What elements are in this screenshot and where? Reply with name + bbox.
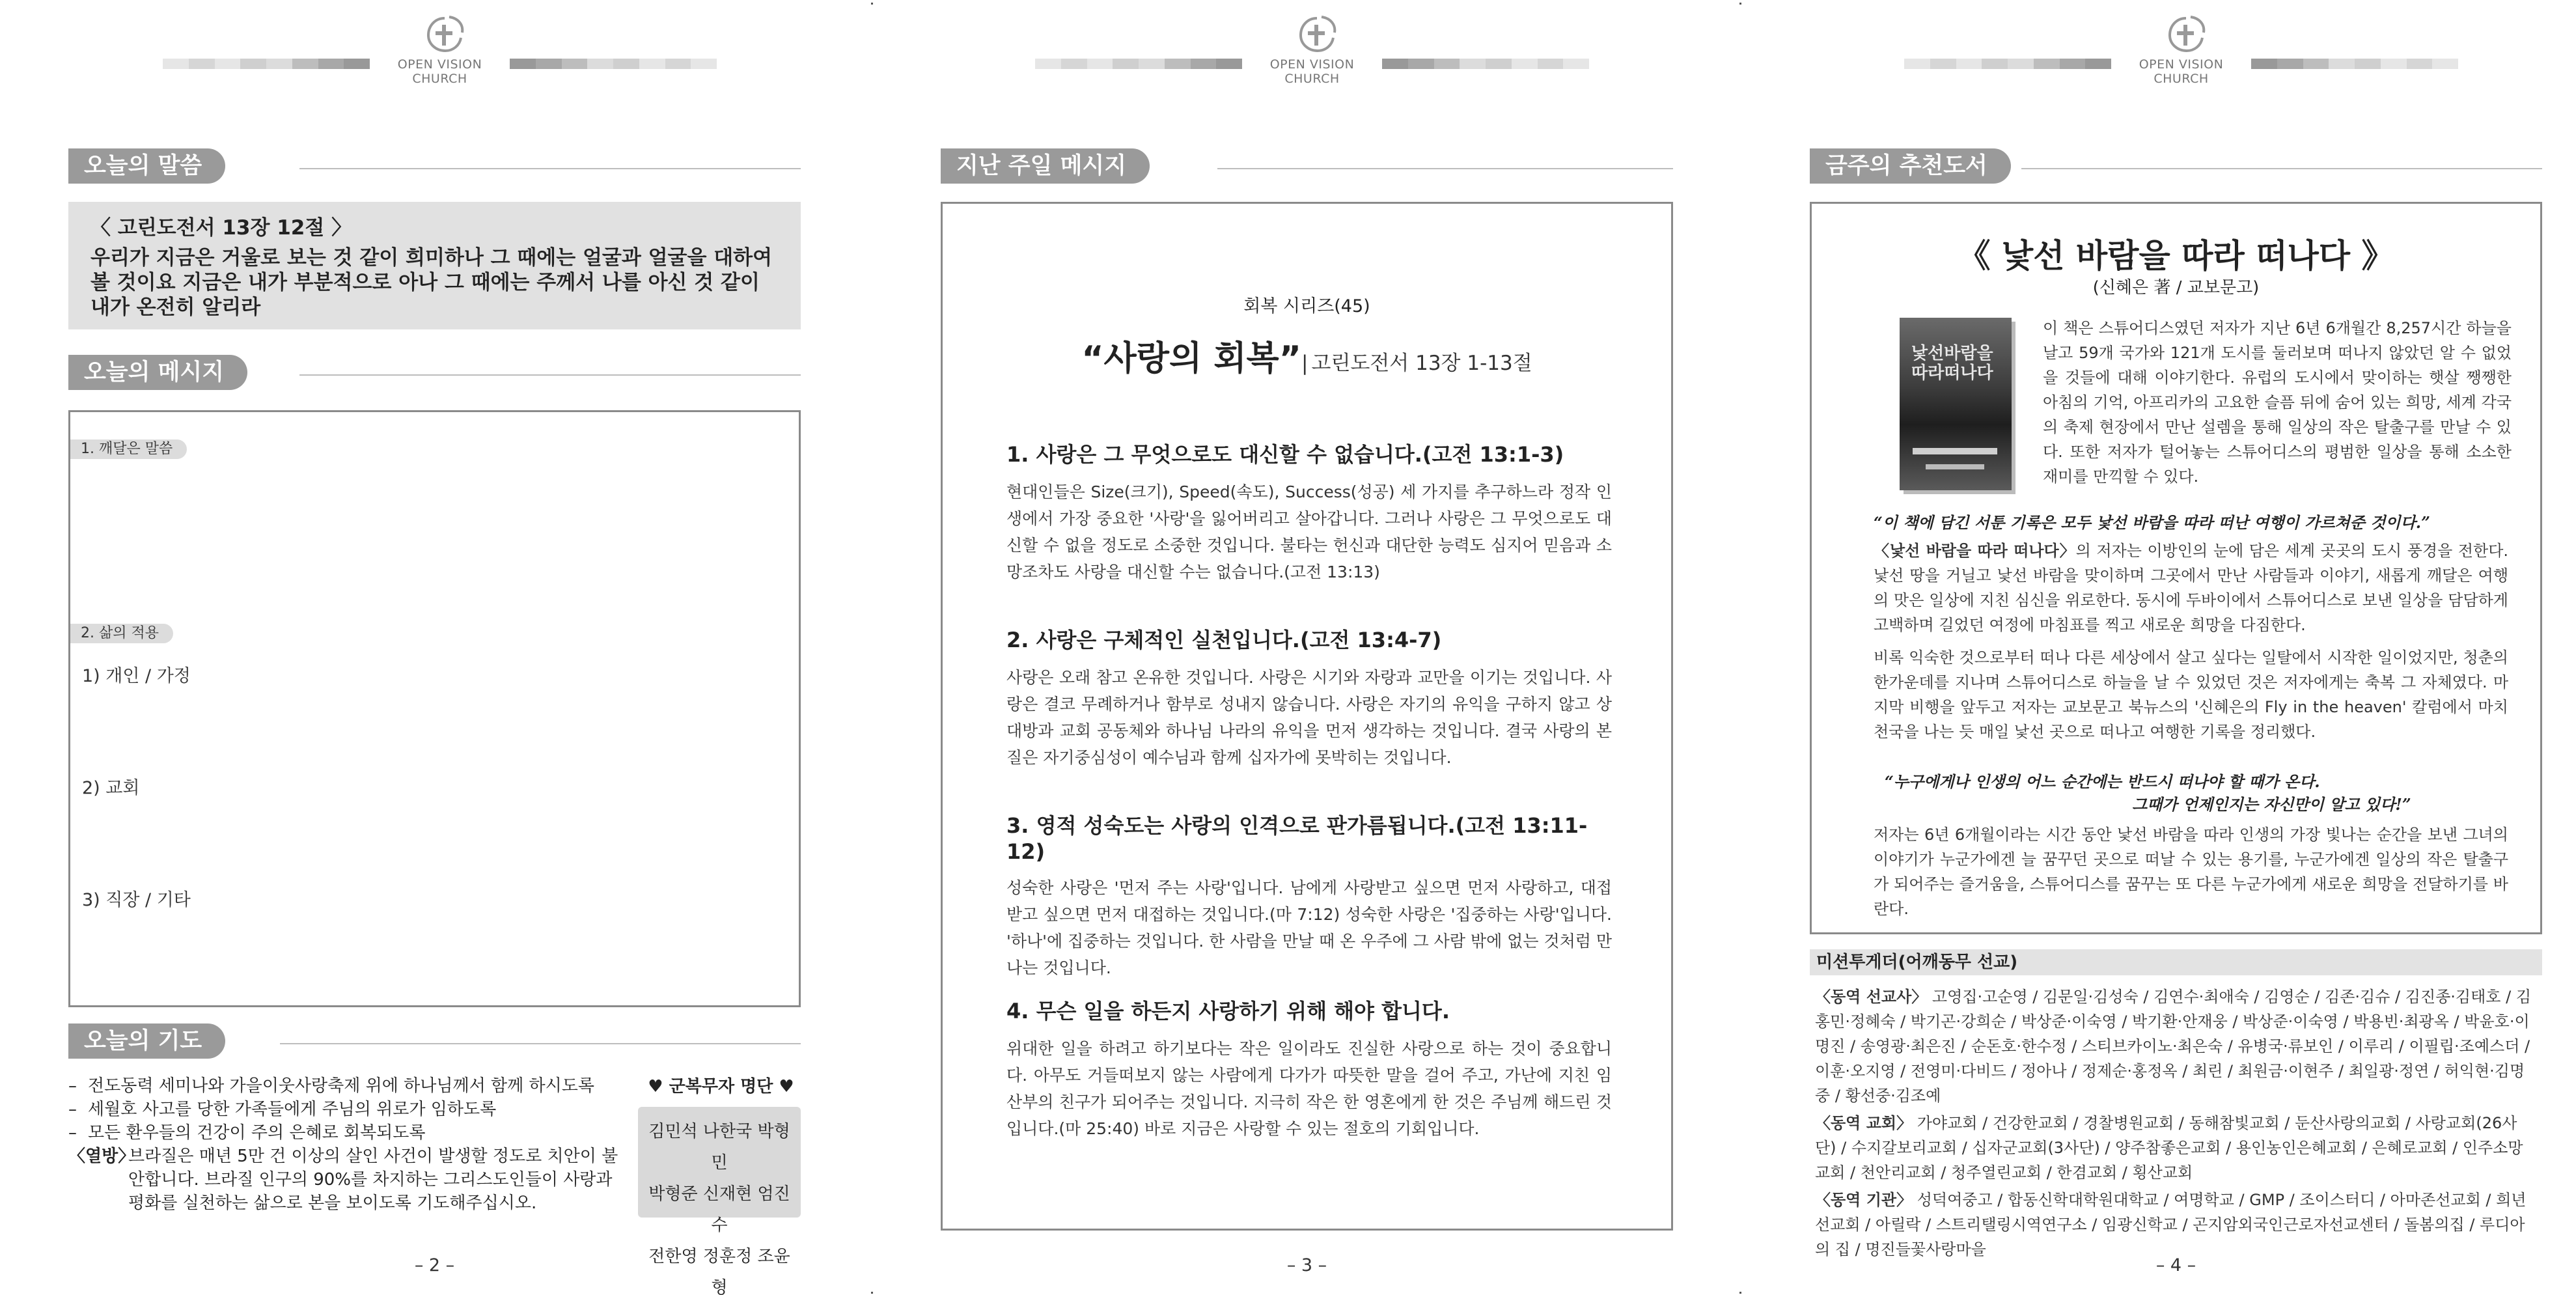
apply-personal: 1) 개인 / 가정 — [82, 666, 191, 686]
page-header — [68, 14, 801, 86]
verse-text: 우리가 지금은 거울로 보는 것 같이 희미하나 그 때에는 얼굴과 얼굴을 대하여 볼 것이요 지금은 내가 부분적으로 아나 그 때에는 주께서 나를 아신 것 같이 내가 온전히 알리라 — [90, 246, 773, 319]
section-title: 오늘의 말씀 — [68, 148, 225, 184]
sermon-summary-box — [941, 202, 1673, 1231]
mission-churches: 〈동역 교회〉 가야교회 / 건강한교회 / 경찰병원교회 / 동해참빛교회 / 둔산사랑의교회 / 사랑교회(26사단) / 수지갈보리교회 / 십자군교회(3사단) / 양주참좋은교회 / 용인농인은혜교회 / 은혜로교회 / 인주소망교회 / 천안리교회 / 청주열린교회 / 한겸교회 / 횡산교회 — [1815, 1114, 2523, 1182]
book-review-box — [1810, 202, 2542, 934]
section-title: 금주의 추천도서 — [1810, 148, 2011, 184]
prayer-item-nations: 〈열방〉 브라질은 매년 5만 건 이상의 살인 사건이 발생할 정도로 치안이 불안합니다. 브라질 인구의 90%를 차지하는 그리스도인들이 사랑과 평화를 실천하는 삶으로 본을 보이도록 기도해주십시오. — [68, 1147, 618, 1213]
military-list: 김민석 나한국 박형민 박형준 신재현 엄진수 전한영 정훈정 조윤형 — [638, 1107, 801, 1218]
book-paragraph-2: 비록 익숙한 것으로부터 떠나 다른 세상에서 살고 싶다는 일탈에서 시작한 일이었지만, 청춘의 한가운데를 지나며 스튜어디스로 하늘을 날 수 있었던 것은 저자에게는 축복 그 자체였다. 마지막 비행을 앞두고 저자는 교보문고 북뉴스의 '신혜은의 Fly in the heaven' 칼럼에서 마치 천국을 나는 듯 매일 낯선 곳으로 떠나고 여행한 기록을 정리했다. — [1874, 648, 2508, 741]
book-description: 이 책은 스튜어디스였던 저자가 지난 6년 6개월간 8,257시간 하늘을 날고 59개 국가와 121개 도시를 둘러보며 떠나지 않았던 알 수 없었을 것들에 대해 이야기한다. 유럽의 도시에서 맞이하는 햇살 쨍쨍한 아침의 기억, 아프리카의 고요한 슬픔 뒤에 숨어 있는 희망, 세계 각국의 축제 현장에서 만난 설렘을 통해 일상의 작은 탈출구를 만날 수 있다. 또한 저자가 털어놓는 스튜어디스의 평범한 일상을 통해 소소한 재미를 만끽할 수 있다. — [2043, 319, 2512, 486]
military-list-title: ♥ 군복무자 명단 ♥ — [648, 1077, 794, 1096]
page-2 — [68, 0, 801, 1295]
prayer-item: – 모든 환우들의 건강이 주의 은혜로 회복되도록 — [68, 1123, 426, 1143]
header-bar-right — [2251, 59, 2458, 69]
verse-box — [68, 202, 801, 329]
section-rule — [1217, 168, 1673, 169]
mission-missionaries: 〈동역 선교사〉 고영집·고순영 / 김문일·김성숙 / 김연수·최애숙 / 김영순 / 김존·김슈 / 김진종·김태호 / 김홍민·정혜숙 / 박기곤·강희순 / 박상준·이숙영 / 박기환·안재웅 / 박상준·이숙영 / 박용빈·최광옥 / 박윤호·이명진 / 송영광·최은진 / 순돈호·한수정 / 스티브카이노·최은숙 / 유병국·류보인 / 이루리 / 이필립·조예스더 / 이훈·오지영 / 전영미·다비드 / 정아나 / 정제순·홍정옥 / 최린 / 최원금·이현주 / 최일광·정연 / 허익현·김명중 / 황선중·김조예 — [1815, 988, 2532, 1105]
page-header — [1810, 14, 2542, 86]
mission-partner-list — [1815, 984, 2538, 1264]
book-quote-2: “누구에게나 인생의 어느 순간에는 반드시 떠나야 할 때가 온다. 그때가 언제인지는 자신만이 알고 있다!” — [1885, 772, 2411, 814]
page-header — [941, 14, 1673, 86]
church-logo-icon — [423, 14, 466, 55]
header-bar-left — [1904, 59, 2111, 69]
church-logo-icon — [1295, 14, 1338, 55]
apply-church: 2) 교회 — [82, 778, 140, 798]
fold-line-right — [1739, 0, 1742, 1295]
verse-reference: 〈 고린도전서 13장 12절 〉 — [90, 216, 352, 240]
mission-organizations: 〈동역 기관〉 성덕여중고 / 합동신학대학원대학교 / 여명학교 / GMP / 조이스터디 / 아마존선교회 / 희년선교회 / 아릴락 / 스트리탤링시역연구소 / 임광신학교 / 곤지암외국인근로자선교센터 / 돌봄의집 / 루디아의 집 / 명진들꽃사랑마을 — [1815, 1191, 2527, 1259]
prayer-list — [68, 1074, 628, 1215]
header-bar-right — [1382, 59, 1589, 69]
section-title: 지난 주일 메시지 — [941, 148, 1150, 184]
book-author: (신혜은 著 / 교보문고) — [2092, 278, 2260, 298]
sermon-point-3: 3. 영적 성숙도는 사랑의 인격으로 판가름됩니다.(고전 13:11-12) 성숙한 사랑은 '먼저 주는 사랑'입니다. 남에게 사랑받고 싶으면 먼저 사랑하고, 대접받고 싶으면 먼저 대접하는 것입니다.(마 7:12) 성숙한 사랑은 '집중하는 사랑'입니다. '하나'에 집중하는 것입니다. 한 사람을 만날 때 온 우주에 그 사람 밖에 없는 것처럼 만나는 것입니다. — [1006, 813, 1612, 977]
sermon-title: “사랑의 회복”| 고린도전서 13장 1-13절 — [1081, 339, 1532, 378]
page-number: – 4 – — [2155, 1255, 2196, 1275]
section-rule — [280, 1043, 801, 1044]
church-logo-icon — [2165, 14, 2208, 55]
page-4 — [1810, 0, 2542, 1295]
book-cover-image — [1900, 318, 2012, 490]
prayer-item: – 전도동력 세미나와 가을이웃사랑축제 위에 하나님께서 함께 하시도록 — [68, 1076, 594, 1096]
church-name: OPEN VISION CHURCH — [2139, 57, 2224, 86]
header-bar-left — [1035, 59, 1242, 69]
tag-life-application: 2. 삶의 적용 — [70, 624, 173, 643]
book-cover-title: 낯선바람을따라떠나다 — [1911, 344, 1993, 383]
sermon-point-2: 2. 사랑은 구체적인 실천입니다.(고전 13:4-7) 사랑은 오래 참고 온유한 것입니다. 사랑은 시기와 자랑과 교만을 이기는 것입니다. 사랑은 결코 무례하거나 함부로 성내지 않습니다. 사랑은 자기의 유익을 구하지 않고 상대방과 교회 공동체와 하나님 나라의 유익을 먼저 생각하는 것입니다. 결국 사랑의 본질은 자기중심성이 예수님과 함께 십자가에 못박히는 것입니다. — [1006, 628, 1612, 767]
section-rule — [2021, 168, 2542, 169]
prayer-item: – 세월호 사고를 당한 가족들에게 주님의 위로가 임하도록 — [68, 1100, 497, 1119]
book-paragraph-3: 저자는 6년 6개월이라는 시간 동안 낯선 바람을 따라 인생의 가장 빛나는 순간을 보낸 그녀의 이야기가 누군가에겐 늘 꿈꾸던 곳으로 떠날 수 있는 용기를, 누군가에겐 일상의 작은 탈출구가 되어주는 즐거움을, 스튜어디스를 꿈꾸는 또 다른 누군가에게 새로운 희망을 전달하기를 바란다. — [1874, 826, 2508, 918]
sermon-point-1: 1. 사랑은 그 무엇으로도 대신할 수 없습니다.(고전 13:1-3) 현대인들은 Size(크기), Speed(속도), Success(성공) 세 가지를 추구하느라 정작 인생에서 가장 중요한 '사랑'을 잃어버리고 살아갑니다. 그러나 사랑은 그 무엇으로도 대신할 수 없을 정도로 소중한 것입니다. 불타는 헌신과 대단한 능력도 심지어 믿음과 소망조차도 사랑을 대신할 수는 없습니다.(고전 13:13) — [1006, 442, 1612, 581]
tag-realized-word: 1. 깨달은 말씀 — [70, 439, 187, 459]
sermon-point-4: 4. 무슨 일을 하든지 사랑하기 위해 해야 합니다. 위대한 일을 하려고 하기보다는 작은 일이라도 진실한 사랑으로 하는 것이 중요합니다. 아무도 거들떠보지 않는 사람에게 다가가 따뜻한 말을 걸어 주고, 가난에 지친 임산부의 친구가 되어주는 것입니다. 지극히 작은 한 영혼에게 한 것은 주님께 해드린 것입니다.(마 25:40) 바로 지금은 사랑할 수 있는 절호의 기회입니다. — [1006, 999, 1612, 1138]
church-name: OPEN VISION CHURCH — [397, 57, 482, 86]
book-title: 《 낯선 바람을 따라 떠나다 》 — [1958, 237, 2394, 275]
apply-work: 3) 직장 / 기타 — [82, 890, 191, 910]
section-todays-message — [68, 355, 801, 390]
book-paragraph-1: 〈낯선 바람을 따라 떠나다〉의 저자는 이방인의 눈에 담은 세계 곳곳의 도시 풍경을 전한다. 낯선 땅을 거닐고 낯선 바람을 맞이하며 그곳에서 만난 사람들과 이야기, 새롭게 깨달은 여행의 맛은 일상에 지친 심신을 위로한다. 동시에 두바이에서 스튜어디스로 보낸 일상을 담담하게 고백하며 길었던 여정에 마침표를 찍고 새로운 희망을 다짐한다. — [1874, 542, 2509, 634]
series-label: 회복 시리즈(45) — [1243, 296, 1370, 316]
page-3 — [941, 0, 1673, 1295]
page-number: – 3 – — [1286, 1255, 1327, 1275]
section-title: 오늘의 기도 — [68, 1023, 225, 1059]
mission-together-header: 미션투게더(어깨동무 선교) — [1810, 949, 2542, 975]
section-todays-word — [68, 148, 801, 184]
section-last-sunday-message — [941, 148, 1673, 184]
sermon-notes-box — [68, 410, 801, 1007]
section-rule — [299, 374, 801, 376]
section-todays-prayer — [68, 1023, 801, 1059]
section-rule — [299, 168, 801, 169]
section-recommended-book — [1810, 148, 2542, 184]
header-bar-left — [163, 59, 370, 69]
book-quote-1: “이 책에 담긴 서툰 기록은 모두 낯선 바람을 따라 떠난 여행이 가르쳐준 것이다.” — [1874, 513, 2430, 532]
church-name: OPEN VISION CHURCH — [1269, 57, 1355, 86]
fold-line-left — [871, 0, 874, 1295]
page-number: – 2 – — [414, 1255, 455, 1275]
header-bar-right — [510, 59, 717, 69]
section-title: 오늘의 메시지 — [68, 355, 247, 390]
